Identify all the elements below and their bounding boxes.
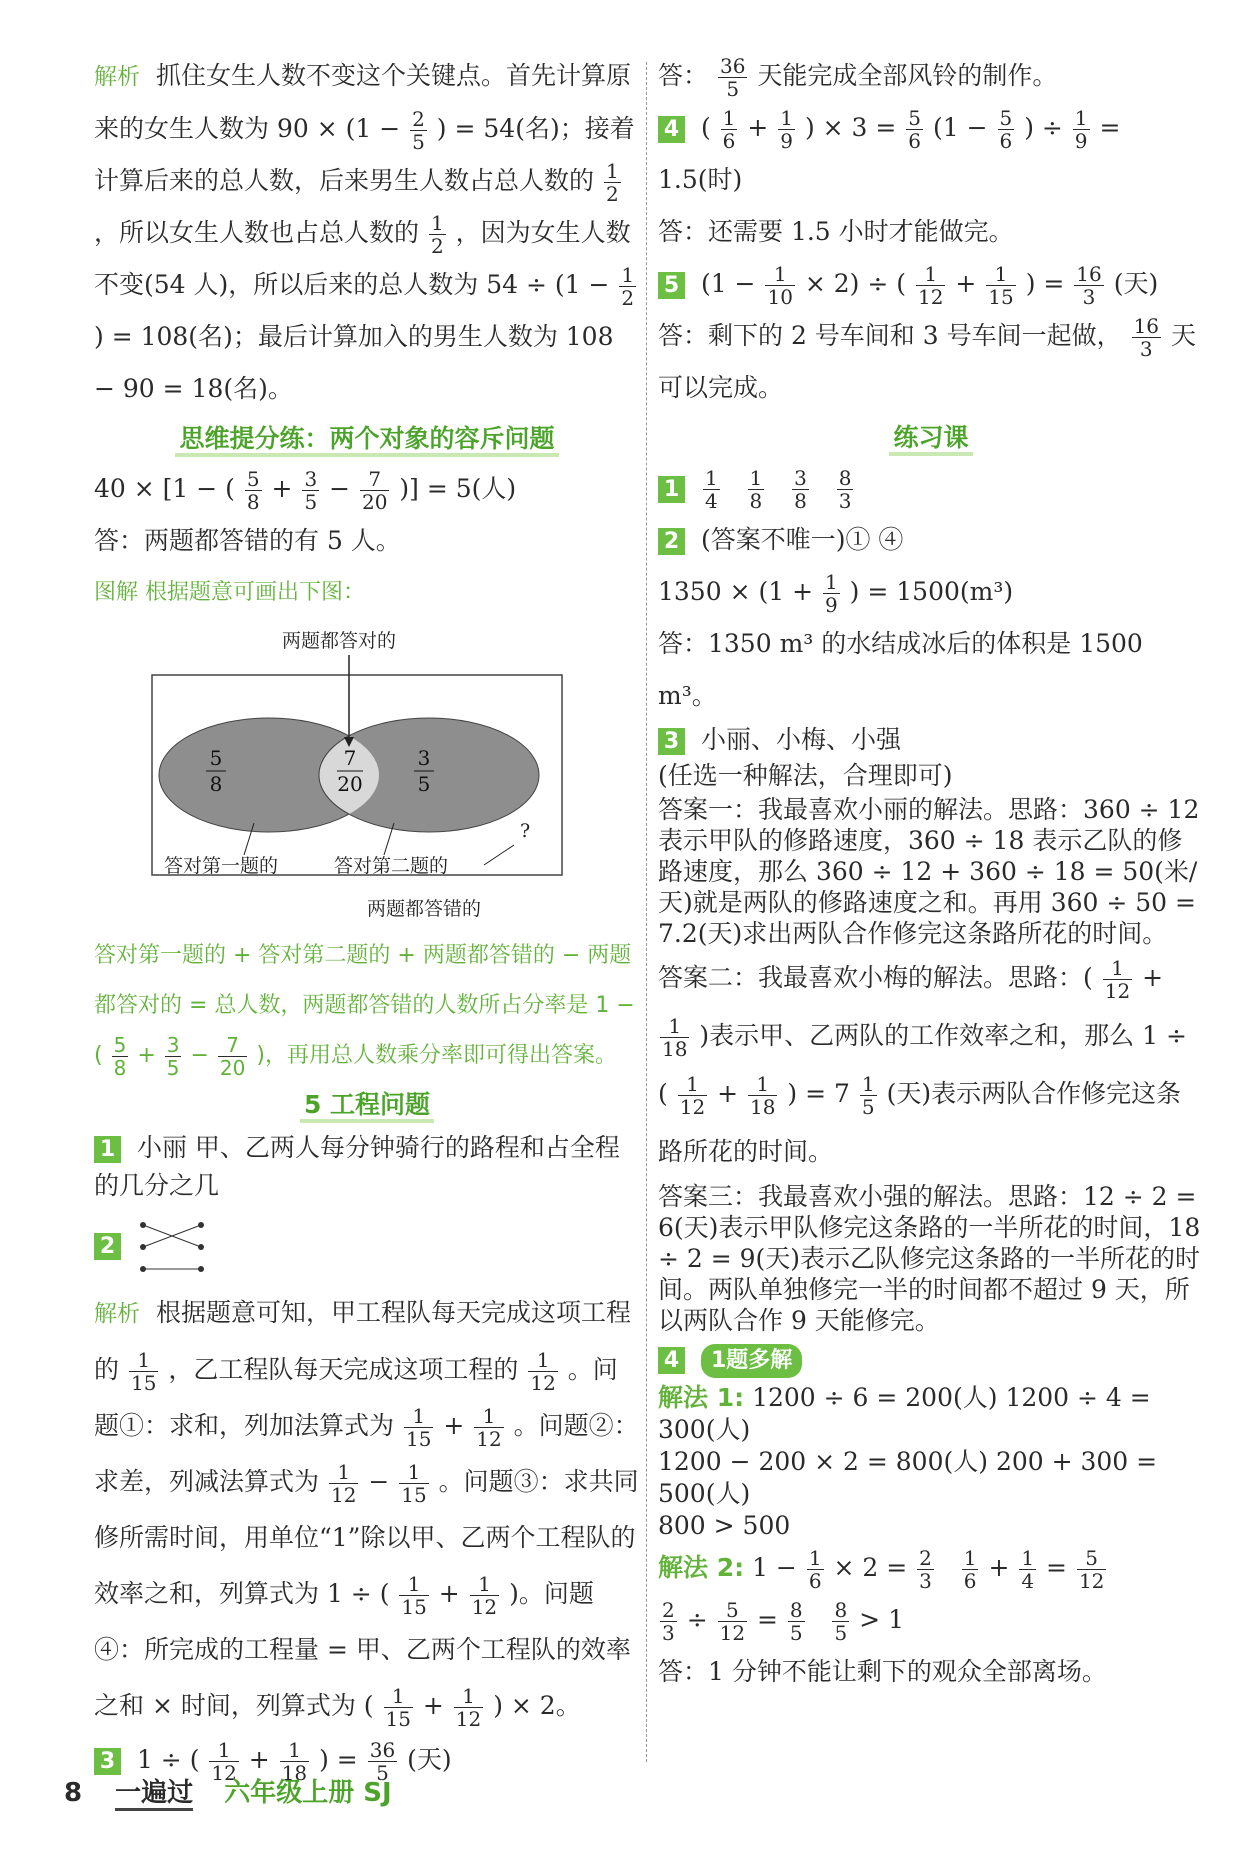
text: 根据题意可画出下图： bbox=[145, 580, 366, 605]
venn-label-q2: 答对第二题的 bbox=[334, 855, 449, 877]
numerator: 16 bbox=[1076, 262, 1102, 286]
text: 。问题①：求和，列加法算式为 bbox=[94, 1355, 618, 1440]
denominator: 6 bbox=[963, 1569, 977, 1593]
denominator: 2 bbox=[605, 182, 619, 206]
fraction bbox=[1074, 263, 1103, 308]
numerator: 1 bbox=[916, 263, 945, 286]
practice-3-answer-1: 答案一：我最喜欢小丽的解法。思路：360 ÷ 12 表示甲队的修路速度，360 ÷ 18 表示乙队的修路速度，那么 360 ÷ 12 + 360 ÷ 18 = 50(米/天)就是两队的修路速度之和。再用 360 ÷ 50 = 7.2(天)求出两队合作修完这条路所花的时间。 bbox=[658, 795, 1200, 948]
numerator: 7 bbox=[218, 1034, 247, 1057]
fraction bbox=[410, 108, 427, 153]
fraction bbox=[1132, 315, 1161, 360]
denominator: 5 bbox=[789, 1621, 803, 1645]
right-column bbox=[658, 50, 1204, 1698]
numerator: 1 bbox=[861, 1072, 875, 1096]
text: 小丽 甲、乙两人每分钟骑行的路程和占全程的几分之几 bbox=[94, 1133, 620, 1200]
fraction bbox=[474, 1405, 503, 1450]
numerator: 1 bbox=[621, 263, 635, 287]
text: ) = 108(名)；最后计算加入的男生人数为 108 − 90 = 18(名)。 bbox=[94, 322, 614, 403]
denominator: 5 bbox=[412, 130, 425, 154]
numerator: 1 bbox=[748, 1073, 777, 1096]
text: ) × 2。 bbox=[493, 1691, 581, 1720]
text: × 2 = bbox=[833, 1553, 908, 1582]
denominator: 8 bbox=[246, 490, 260, 514]
denominator: 18 bbox=[662, 1037, 688, 1061]
denominator: 9 bbox=[1074, 129, 1088, 153]
fraction bbox=[165, 1034, 182, 1079]
practice-3 bbox=[658, 722, 1204, 758]
text: ) ÷ bbox=[1024, 113, 1063, 142]
numerator: 1 bbox=[470, 1573, 499, 1596]
jiexi2-paragraph: 解析 根据题意可知，甲工程队每天完成这项工程的 $\frac{1}{15}$ ，乙工程队每天完成这项工程的 $\frac{1}{12}$ 。问题①：求和，列加法算式为 $\frac{1}{15}$ + $\frac{1}{12}$ 。问题②：求差，列减法算式为 $\frac{1}{12}$ − $\frac{1}{15}$ 。问题③：求共同修所需时间，用单位“1”除以甲、乙两个工程队的效率之和，列算式为 1 ÷ ( $\frac{1}{15}$ + $\frac{1}{12}$ )。问题④：所完成的工程量 = 甲、乙两个工程队的效率之和 × 时间，列算式为 ( $\frac{1}{15}$ + $\frac{1}{12}$ ) × 2。 bbox=[94, 1298, 639, 1731]
numerator: 1 bbox=[963, 1546, 977, 1570]
text: (天) bbox=[1113, 269, 1159, 298]
text: (答案不唯一)① ④ bbox=[700, 525, 904, 554]
denominator: 15 bbox=[130, 1371, 157, 1395]
question-badge: 1 bbox=[658, 476, 685, 503]
tujie-tag: 图解 bbox=[94, 580, 139, 605]
denominator: 20 bbox=[362, 490, 388, 514]
text: 根据题意可知，甲工程队每天完成这项工程的 bbox=[94, 1298, 631, 1384]
fraction bbox=[703, 467, 720, 512]
brand-name: 一遍过 bbox=[115, 1778, 193, 1811]
text: ) = bbox=[319, 1745, 358, 1774]
numerator: 1 bbox=[824, 570, 838, 594]
numerator: 1 bbox=[454, 1685, 483, 1708]
text: (1 − bbox=[932, 113, 988, 142]
denominator: 8 bbox=[794, 489, 807, 513]
numerator: 5 bbox=[908, 106, 922, 130]
fraction bbox=[129, 1349, 158, 1394]
text: + bbox=[988, 1553, 1010, 1582]
venn-right-num: 3 bbox=[417, 746, 431, 770]
text: = bbox=[757, 1605, 778, 1634]
text: 1200 ÷ 6 = 200(人) 1200 ÷ 4 = 300(人) bbox=[658, 1383, 1151, 1444]
fraction bbox=[718, 55, 747, 100]
fraction bbox=[384, 1685, 413, 1730]
method-1 bbox=[658, 1382, 1204, 1446]
fraction bbox=[998, 107, 1015, 152]
question-1 bbox=[94, 1129, 640, 1205]
question-badge: 4 bbox=[658, 116, 685, 143]
fraction bbox=[823, 571, 840, 616]
text: = 1.5(时) bbox=[658, 113, 1121, 194]
denominator: 12 bbox=[455, 1707, 482, 1731]
question-badge: 2 bbox=[94, 1233, 121, 1260]
numerator: 1 bbox=[704, 466, 718, 490]
numerator: 1 bbox=[399, 1461, 428, 1484]
text: 。问题②：求差，列减法算式为 bbox=[94, 1411, 639, 1496]
question-2 bbox=[94, 1205, 640, 1285]
numerator: 1 bbox=[605, 159, 619, 183]
fraction bbox=[528, 1349, 557, 1394]
fraction bbox=[1077, 1547, 1106, 1592]
text: 1350 × (1 + bbox=[658, 577, 814, 606]
final-answer: 答：1 分钟不能让剩下的观众全部离场。 bbox=[658, 1657, 1107, 1686]
denominator: 5 bbox=[861, 1095, 875, 1119]
equation-1: 40 × [1 − ( $\frac{5}{8}$ + $\frac{3}{5}$ − $\frac{7}{20}$ )] = 5(人) bbox=[94, 467, 517, 514]
fraction bbox=[399, 1461, 428, 1506]
fraction bbox=[399, 1573, 428, 1618]
numerator: 1 bbox=[749, 466, 763, 490]
fraction bbox=[860, 1073, 877, 1118]
question-5: 5 (1 − $\frac{1}{10}$ × 2) ÷ ( $\frac{1}{12}$ + $\frac{1}{15}$ ) = $\frac{16}{3}$ (天) bbox=[658, 258, 1204, 310]
numerator: 1 bbox=[209, 1739, 238, 1762]
section-title-rongchi: 思维提分练：两个对象的容斥问题 bbox=[94, 415, 640, 463]
text: 40 × [1 − ( bbox=[94, 474, 235, 503]
text: 小丽、小梅、小强 bbox=[700, 725, 901, 754]
question-badge: 3 bbox=[658, 728, 685, 755]
numerator: 2 bbox=[412, 107, 425, 131]
fraction bbox=[917, 1547, 934, 1592]
denominator: 9 bbox=[824, 593, 838, 617]
denominator: 12 bbox=[1104, 979, 1131, 1003]
denominator: 8 bbox=[113, 1055, 127, 1080]
numerator: 5 bbox=[999, 106, 1013, 130]
numerator: 1 bbox=[660, 1015, 689, 1038]
jiexi-paragraph bbox=[94, 50, 640, 415]
fraction bbox=[660, 1015, 689, 1060]
numerator: 1 bbox=[678, 1073, 707, 1096]
fraction bbox=[454, 1685, 483, 1730]
denominator: 18 bbox=[750, 1095, 776, 1119]
tujie-line bbox=[94, 567, 640, 619]
left-column bbox=[94, 50, 640, 1786]
numerator: 8 bbox=[834, 1598, 848, 1622]
answer-5 bbox=[658, 310, 1204, 414]
denominator: 3 bbox=[662, 1621, 675, 1645]
section-title-gongcheng: 5 工程问题 bbox=[94, 1081, 640, 1129]
text: )表示甲、乙两队的工作效率之和，那么 1 ÷ ( bbox=[658, 1021, 1187, 1108]
denominator: 6 bbox=[722, 129, 736, 153]
question-badge: 2 bbox=[658, 528, 685, 555]
numerator: 1 bbox=[808, 1546, 822, 1570]
fraction bbox=[660, 1599, 677, 1644]
fraction bbox=[470, 1573, 499, 1618]
question-badge: 5 bbox=[658, 272, 685, 299]
fraction bbox=[1019, 1547, 1036, 1592]
text: ，所以女生人数也占总人数的 bbox=[94, 218, 420, 247]
denominator: 6 bbox=[999, 129, 1013, 153]
fraction bbox=[721, 107, 738, 152]
fraction bbox=[678, 1073, 707, 1118]
denominator: 5 bbox=[834, 1621, 848, 1645]
numerator: 3 bbox=[166, 1032, 180, 1057]
text: ，乙工程队每天完成这项工程的 bbox=[168, 1355, 519, 1384]
denominator: 3 bbox=[919, 1569, 932, 1593]
denominator: 12 bbox=[211, 1761, 237, 1785]
fraction bbox=[404, 1405, 433, 1450]
fraction bbox=[748, 1073, 777, 1118]
venn-label-q1: 答对第一题的 bbox=[164, 855, 279, 877]
text: = bbox=[1046, 1553, 1067, 1582]
fraction bbox=[788, 1599, 805, 1644]
numerator: 1 bbox=[986, 263, 1015, 286]
denominator: 15 bbox=[405, 1427, 432, 1451]
denominator: 12 bbox=[471, 1595, 498, 1619]
answer-1: 答：两题都答错的有 5 人。 bbox=[94, 526, 401, 555]
practice-2-answer: 答：1350 m³ 的水结成冰后的体积是 1500 m³。 bbox=[658, 629, 1143, 710]
fraction bbox=[429, 212, 446, 257]
practice-2 bbox=[658, 514, 1204, 566]
numerator: 1 bbox=[1074, 106, 1088, 130]
fraction bbox=[778, 107, 795, 152]
text: 天能完成全部风铃的制作。 bbox=[757, 61, 1058, 90]
denominator: 6 bbox=[808, 1569, 822, 1593]
answer-4: 答：还需要 1.5 小时才能做完。 bbox=[658, 217, 1014, 246]
denominator: 12 bbox=[679, 1095, 706, 1119]
method-tag: 解法 1: bbox=[658, 1383, 745, 1412]
denominator: 2 bbox=[430, 234, 444, 258]
denominator: 2 bbox=[621, 286, 635, 310]
denominator: 12 bbox=[917, 285, 944, 309]
text: 答案二：我最喜欢小梅的解法。思路：( bbox=[658, 963, 1093, 992]
text: > 1 bbox=[859, 1605, 904, 1634]
numerator: 7 bbox=[360, 468, 389, 491]
numerator: 5 bbox=[246, 467, 260, 491]
question-badge: 1 bbox=[94, 1136, 121, 1163]
numerator: 1 bbox=[404, 1405, 433, 1428]
jiexi-tag: 解析 bbox=[94, 1301, 140, 1327]
numerator: 1 bbox=[430, 211, 444, 235]
method-tag: 解法 2: bbox=[658, 1553, 745, 1582]
denominator: 9 bbox=[780, 129, 793, 153]
denominator: 4 bbox=[1021, 1569, 1035, 1593]
denominator: 12 bbox=[719, 1621, 746, 1645]
numerator: 1 bbox=[765, 263, 794, 286]
fraction bbox=[329, 1461, 358, 1506]
denominator: 5 bbox=[726, 77, 740, 101]
fraction bbox=[906, 107, 923, 152]
fraction bbox=[360, 468, 389, 513]
denominator: 6 bbox=[908, 129, 922, 153]
numerator: 1 bbox=[399, 1573, 428, 1596]
numerator: 8 bbox=[789, 1598, 803, 1622]
fraction bbox=[718, 1599, 747, 1644]
denominator: 15 bbox=[385, 1707, 411, 1731]
denominator: 3 bbox=[1082, 285, 1096, 309]
denominator: 15 bbox=[988, 285, 1014, 309]
question-badge: 3 bbox=[94, 1748, 121, 1775]
text: (1 − bbox=[700, 269, 756, 298]
text: 答：剩下的 2 号车间和 3 号车间一起做， bbox=[658, 321, 1122, 350]
numerator: 1 bbox=[1021, 1546, 1035, 1570]
numerator: 3 bbox=[304, 467, 318, 491]
practice-4 bbox=[658, 1336, 1204, 1382]
practice-3-answer-2: 答案二：我最喜欢小梅的解法。思路：( $\frac{1}{12}$ + $\frac{1}{18}$ )表示甲、乙两队的工作效率之和，那么 1 ÷ ( $\frac{1}{12}$ + $\frac{1}{18}$ ) = 7 $\frac{1}{5}$ (天)表示两队合作修完这条路所花的时间。 bbox=[658, 956, 1187, 1166]
text: ) = 1500(m³) bbox=[849, 577, 1014, 606]
question-3: 3 1 ÷ ( $\frac{1}{12}$ + $\frac{1}{18}$ ) = $\frac{36}{5}$ (天) bbox=[94, 1734, 640, 1786]
multi-solution-pill: 1题多解 bbox=[701, 1344, 802, 1378]
numerator: 2 bbox=[919, 1546, 932, 1570]
question-badge: 4 bbox=[658, 1347, 685, 1374]
text: 答： bbox=[658, 61, 709, 90]
text: 1 ÷ ( bbox=[136, 1745, 200, 1774]
venn-bottom-label: 两题都答错的 bbox=[366, 898, 482, 920]
venn-right-den: 5 bbox=[417, 772, 431, 796]
text: ) = 54(名)；接着计算后来的总人数，后来男生人数占总人数的 bbox=[94, 114, 635, 195]
denominator: 5 bbox=[304, 490, 318, 514]
numerator: 36 bbox=[369, 1738, 396, 1762]
denominator: 18 bbox=[281, 1761, 308, 1785]
fraction bbox=[1103, 957, 1132, 1002]
column-divider bbox=[646, 62, 647, 1762]
fraction bbox=[792, 467, 809, 512]
denominator: 12 bbox=[330, 1483, 357, 1507]
page-footer bbox=[64, 1772, 392, 1809]
numerator: 1 bbox=[129, 1349, 158, 1372]
venn-top-label: 两题都答对的 bbox=[281, 630, 397, 652]
venn-left-den: 8 bbox=[209, 772, 223, 796]
denominator: 20 bbox=[219, 1055, 246, 1080]
numerator: 1 bbox=[1103, 957, 1132, 980]
venn-diagram bbox=[94, 625, 640, 925]
text: )。问题④：所完成的工程量 = 甲、乙两个工程队的效率之和 × 时间，列算式为 ( bbox=[94, 1579, 631, 1720]
text: ) = bbox=[1025, 269, 1065, 298]
fraction bbox=[604, 160, 621, 205]
fraction bbox=[837, 467, 854, 512]
denominator: 10 bbox=[767, 285, 793, 309]
fraction bbox=[832, 1599, 849, 1644]
text: 抓住女生人数不变这个关键点。首先计算原来的女生人数为 90 × (1 − bbox=[94, 61, 631, 143]
numerator: 5 bbox=[113, 1032, 127, 1057]
denominator: 3 bbox=[1139, 337, 1153, 361]
numerator: 2 bbox=[662, 1598, 675, 1622]
denominator: 8 bbox=[749, 489, 763, 513]
fraction bbox=[916, 263, 945, 308]
fraction bbox=[218, 1034, 247, 1079]
fraction bbox=[986, 263, 1015, 308]
text: 1 − bbox=[752, 1553, 797, 1582]
text: ) × 3 = bbox=[804, 113, 897, 142]
method-2 bbox=[658, 1542, 1204, 1594]
method-1-line-3: 800 > 500 bbox=[658, 1511, 791, 1540]
denominator: 4 bbox=[704, 489, 718, 513]
text: (天)表示两队合作修完这条路所花的时间。 bbox=[658, 1079, 1182, 1166]
venn-question-mark: ? bbox=[520, 820, 531, 842]
green-explanation: 答对第一题的 + 答对第二题的 + 两题都答错的 − 两题都答对的 = 总人数，两题都答错的人数所占分率是 1 − ( $\frac{5}{8}$ + $\frac{3}{5}$ − $\frac{7}{20}$ )，再用总人数乘分率即可得出答案。 bbox=[94, 943, 635, 1080]
numerator: 1 bbox=[474, 1405, 503, 1428]
fraction bbox=[245, 468, 262, 513]
text: (天) bbox=[407, 1745, 452, 1774]
practice-2-equation bbox=[658, 566, 1204, 618]
fraction bbox=[112, 1034, 129, 1079]
practice-3-note: (任选一种解法，合理即可) bbox=[658, 761, 953, 790]
denominator: 5 bbox=[166, 1055, 180, 1080]
denominator: 15 bbox=[401, 1595, 427, 1619]
denominator: 12 bbox=[476, 1427, 502, 1451]
text: ÷ bbox=[686, 1605, 708, 1634]
practice-1 bbox=[658, 462, 1204, 514]
numerator: 1 bbox=[722, 106, 736, 130]
text: × 2) ÷ ( bbox=[804, 269, 907, 298]
venn-left-num: 5 bbox=[209, 746, 223, 770]
matching-lines-icon bbox=[137, 1217, 207, 1277]
text: )] = 5(人) bbox=[399, 474, 517, 503]
fraction bbox=[302, 468, 319, 513]
text: ) = 7 bbox=[787, 1079, 850, 1108]
venn-mid-num: 7 bbox=[343, 746, 357, 770]
denominator: 12 bbox=[1078, 1569, 1105, 1593]
fraction bbox=[748, 467, 765, 512]
numerator: 1 bbox=[528, 1349, 557, 1372]
numerator: 5 bbox=[1077, 1547, 1106, 1570]
text: ，因为女生人数不变(54 人)，所以后来的总人数为 54 ÷ (1 − bbox=[94, 218, 631, 299]
venn-pointer-q bbox=[484, 845, 514, 865]
text: )，再用总人数乘分率即可得出答案。 bbox=[256, 1043, 617, 1068]
text: ( bbox=[700, 113, 711, 142]
venn-mid-den: 20 bbox=[337, 772, 363, 796]
denominator: 3 bbox=[838, 489, 852, 513]
fraction bbox=[962, 1547, 979, 1592]
numerator: 1 bbox=[329, 1461, 358, 1484]
numerator: 1 bbox=[780, 106, 793, 130]
fraction bbox=[1073, 107, 1090, 152]
fraction bbox=[619, 264, 636, 309]
denominator: 15 bbox=[401, 1483, 427, 1507]
fraction bbox=[765, 263, 794, 308]
fraction bbox=[807, 1547, 824, 1592]
numerator: 8 bbox=[838, 466, 852, 490]
section-title-lianxike: 练习课 bbox=[658, 414, 1204, 462]
numerator: 3 bbox=[794, 466, 807, 490]
text: 。问题③：求共同修所需时间，用单位“1”除以甲、乙两个工程队的效率之和，列算式为 1 ÷ ( bbox=[94, 1467, 639, 1608]
page-number: 8 bbox=[64, 1778, 83, 1808]
denominator: 12 bbox=[530, 1371, 556, 1395]
denominator: 5 bbox=[376, 1761, 389, 1785]
numerator: 5 bbox=[718, 1599, 747, 1622]
text: 答对第一题的 + 答对第二题的 + 两题都答错的 − 两题都答对的 = 总人数，两题都答错的人数所占分率是 1 − ( bbox=[94, 943, 635, 1068]
jiexi-tag: 解析 bbox=[94, 64, 140, 90]
numerator: 1 bbox=[384, 1685, 413, 1708]
numerator: 16 bbox=[1133, 314, 1160, 338]
numerator: 1 bbox=[280, 1739, 309, 1762]
numerator: 36 bbox=[719, 54, 746, 78]
method-2-line-2 bbox=[658, 1594, 1204, 1646]
method-1-line-2: 1200 − 200 × 2 = 800(人) 200 + 300 = 500(人) bbox=[658, 1447, 1158, 1508]
grade-label: 六年级上册 SJ bbox=[224, 1778, 392, 1808]
practice-3-answer-3: 答案三：我最喜欢小强的解法。思路：12 ÷ 2 = 6(天)表示甲队修完这条路的一半所花的时间，18 ÷ 2 = 9(天)表示乙队修完这条路的一半所花的时间。两队单独修完一半的时间都不超过 9 天，所以两队合作 9 天能修完。 bbox=[658, 1182, 1201, 1335]
text: 天可以完成。 bbox=[658, 321, 1196, 402]
question-4: 4 ( $\frac{1}{6}$ + $\frac{1}{9}$ ) × 3 = $\frac{5}{6}$ (1 − $\frac{5}{6}$ ) ÷ $\frac{1}{9}$ = 1.5(时) bbox=[658, 106, 1121, 194]
answer-top bbox=[658, 50, 1204, 102]
